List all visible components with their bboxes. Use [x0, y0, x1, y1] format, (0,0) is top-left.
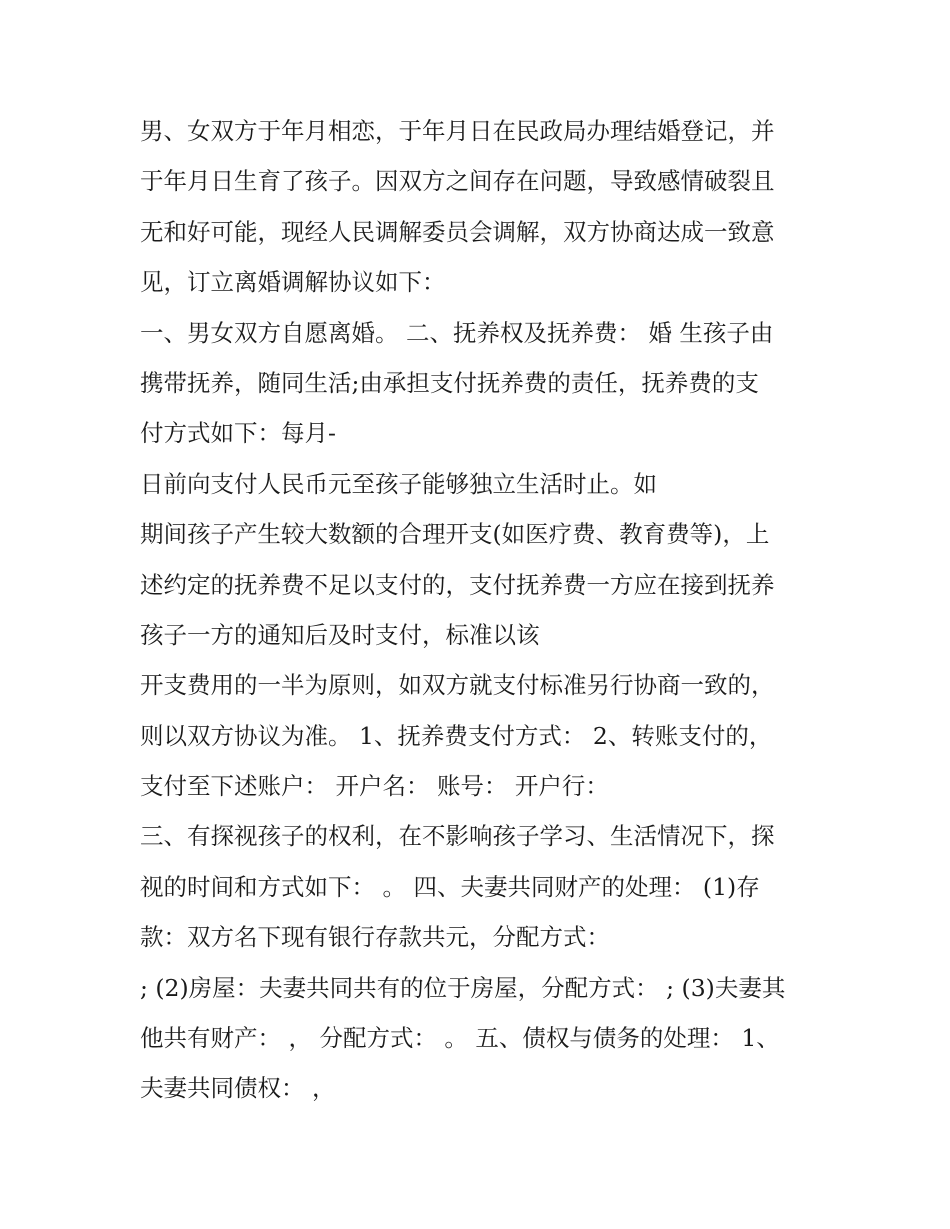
text-line: 期间孩子产生较大数额的合理开支(如医疗费、教育费等)，上: [140, 520, 770, 549]
text-line: 无和好可能，现经人民调解委员会调解，双方协商达成一致意: [140, 217, 775, 246]
text-line: ; (2)房屋：夫妻共同共有的位于房屋，分配方式： ; (3)夫妻其: [140, 973, 786, 1002]
text-line: 三、有探视孩子的权利，在不影响孩子学习、生活情况下，探: [140, 822, 775, 851]
text-line: 男、女双方于年月相恋，于年月日在民政局办理结婚登记，并: [140, 117, 775, 145]
text-line: 日前向支付人民币元至孩子能够独立生活时止。如: [140, 469, 657, 498]
text-line: 付方式如下：每月-: [140, 419, 336, 448]
document-body: [140, 106, 840, 1114]
text-line: 述约定的抚养费不足以支付的，支付抚养费一方应在接到抚养: [140, 570, 775, 599]
text-line: 夫妻共同债权： ，: [140, 1074, 336, 1103]
text-line: 则以双方协议为准。 1、抚养费支付方式： 2、转账支付的，: [140, 721, 773, 750]
text-line: 于年月日生育了孩子。因双方之间存在问题，导致感情破裂且: [140, 167, 775, 196]
text-line: 孩子一方的通知后及时支付，标准以该: [140, 620, 540, 649]
text-line: 携带抚养，随同生活;由承担支付抚养费的责任，抚养费的支: [140, 368, 759, 397]
text-line: 开支费用的一半为原则，如双方就支付标准另行协商一致的，: [140, 671, 775, 700]
text-line: 他共有财产： ， 分配方式： 。 五、债权与债务的处理： 1、: [140, 1024, 780, 1053]
text-line: 见，订立离婚调解协议如下：: [140, 268, 446, 297]
text-line: 视的时间和方式如下： 。 四、夫妻共同财产的处理： (1)存: [140, 872, 760, 901]
text-line: 一、男女双方自愿离婚。 二、抚养权及抚养费： 婚 生孩子由: [140, 318, 774, 347]
text-line: 款：双方名下现有银行存款共元，分配方式：: [140, 923, 610, 952]
text-line: 支付至下述账户： 开户名： 账号： 开户行：: [140, 772, 609, 801]
